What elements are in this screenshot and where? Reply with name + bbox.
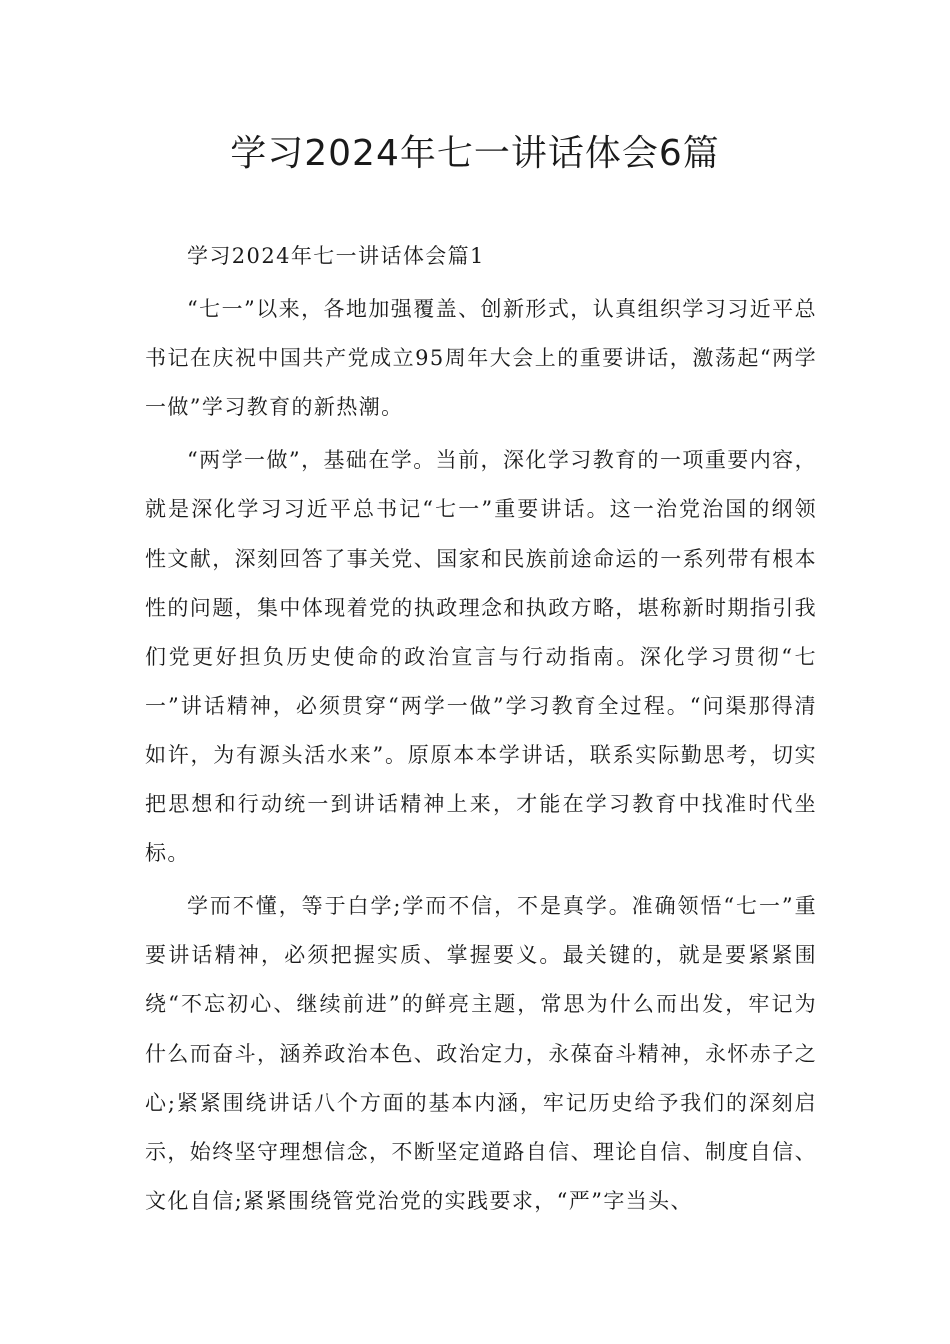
paragraph-1: “七一”以来，各地加强覆盖、创新形式，认真组织学习习近平总书记在庆祝中国共产党成立95周年大会上的重要讲话，激荡起“两学一做”学习教育的新热潮。 xyxy=(145,297,817,420)
paragraph-3: 学而不懂，等于白学;学而不信，不是真学。准确领悟“七一”重要讲话精神，必须把握实质、掌握要义。最关键的，就是要紧紧围绕“不忘初心、继续前进”的鲜亮主题，常思为什么而出发，牢记为什么而奋斗，涵养政治本色、政治定力，永葆奋斗精神，永怀赤子之心;紧紧围绕讲话八个方面的基本内涵，牢记历史给予我们的深刻启示，始终坚守理想信念，不断坚定道路自信、理论自信、制度自信、文化自信;紧紧围绕管党治党的实践要求，“严”字当头、 xyxy=(145,894,817,1213)
document-body xyxy=(145,232,817,1230)
document-title: 学习2024年七一讲话体会6篇 xyxy=(230,133,720,174)
paragraph-2: “两学一做”，基础在学。当前，深化学习教育的一项重要内容，就是深化学习习近平总书记“七一”重要讲话。这一治党治国的纲领性文献，深刻回答了事关党、国家和民族前途命运的一系列带有根本性的问题，集中体现着党的执政理念和执政方略，堪称新时期指引我们党更好担负历史使命的政治宣言与行动指南。深化学习贯彻“七一”讲话精神，必须贯穿“两学一做”学习教育全过程。“问渠那得清如许，为有源头活水来”。原原本本学讲话，联系实际勤思考，切实把思想和行动统一到讲话精神上来，才能在学习教育中找准时代坐标。 xyxy=(145,448,817,866)
section-heading: 学习2024年七一讲话体会篇1 xyxy=(187,244,485,268)
